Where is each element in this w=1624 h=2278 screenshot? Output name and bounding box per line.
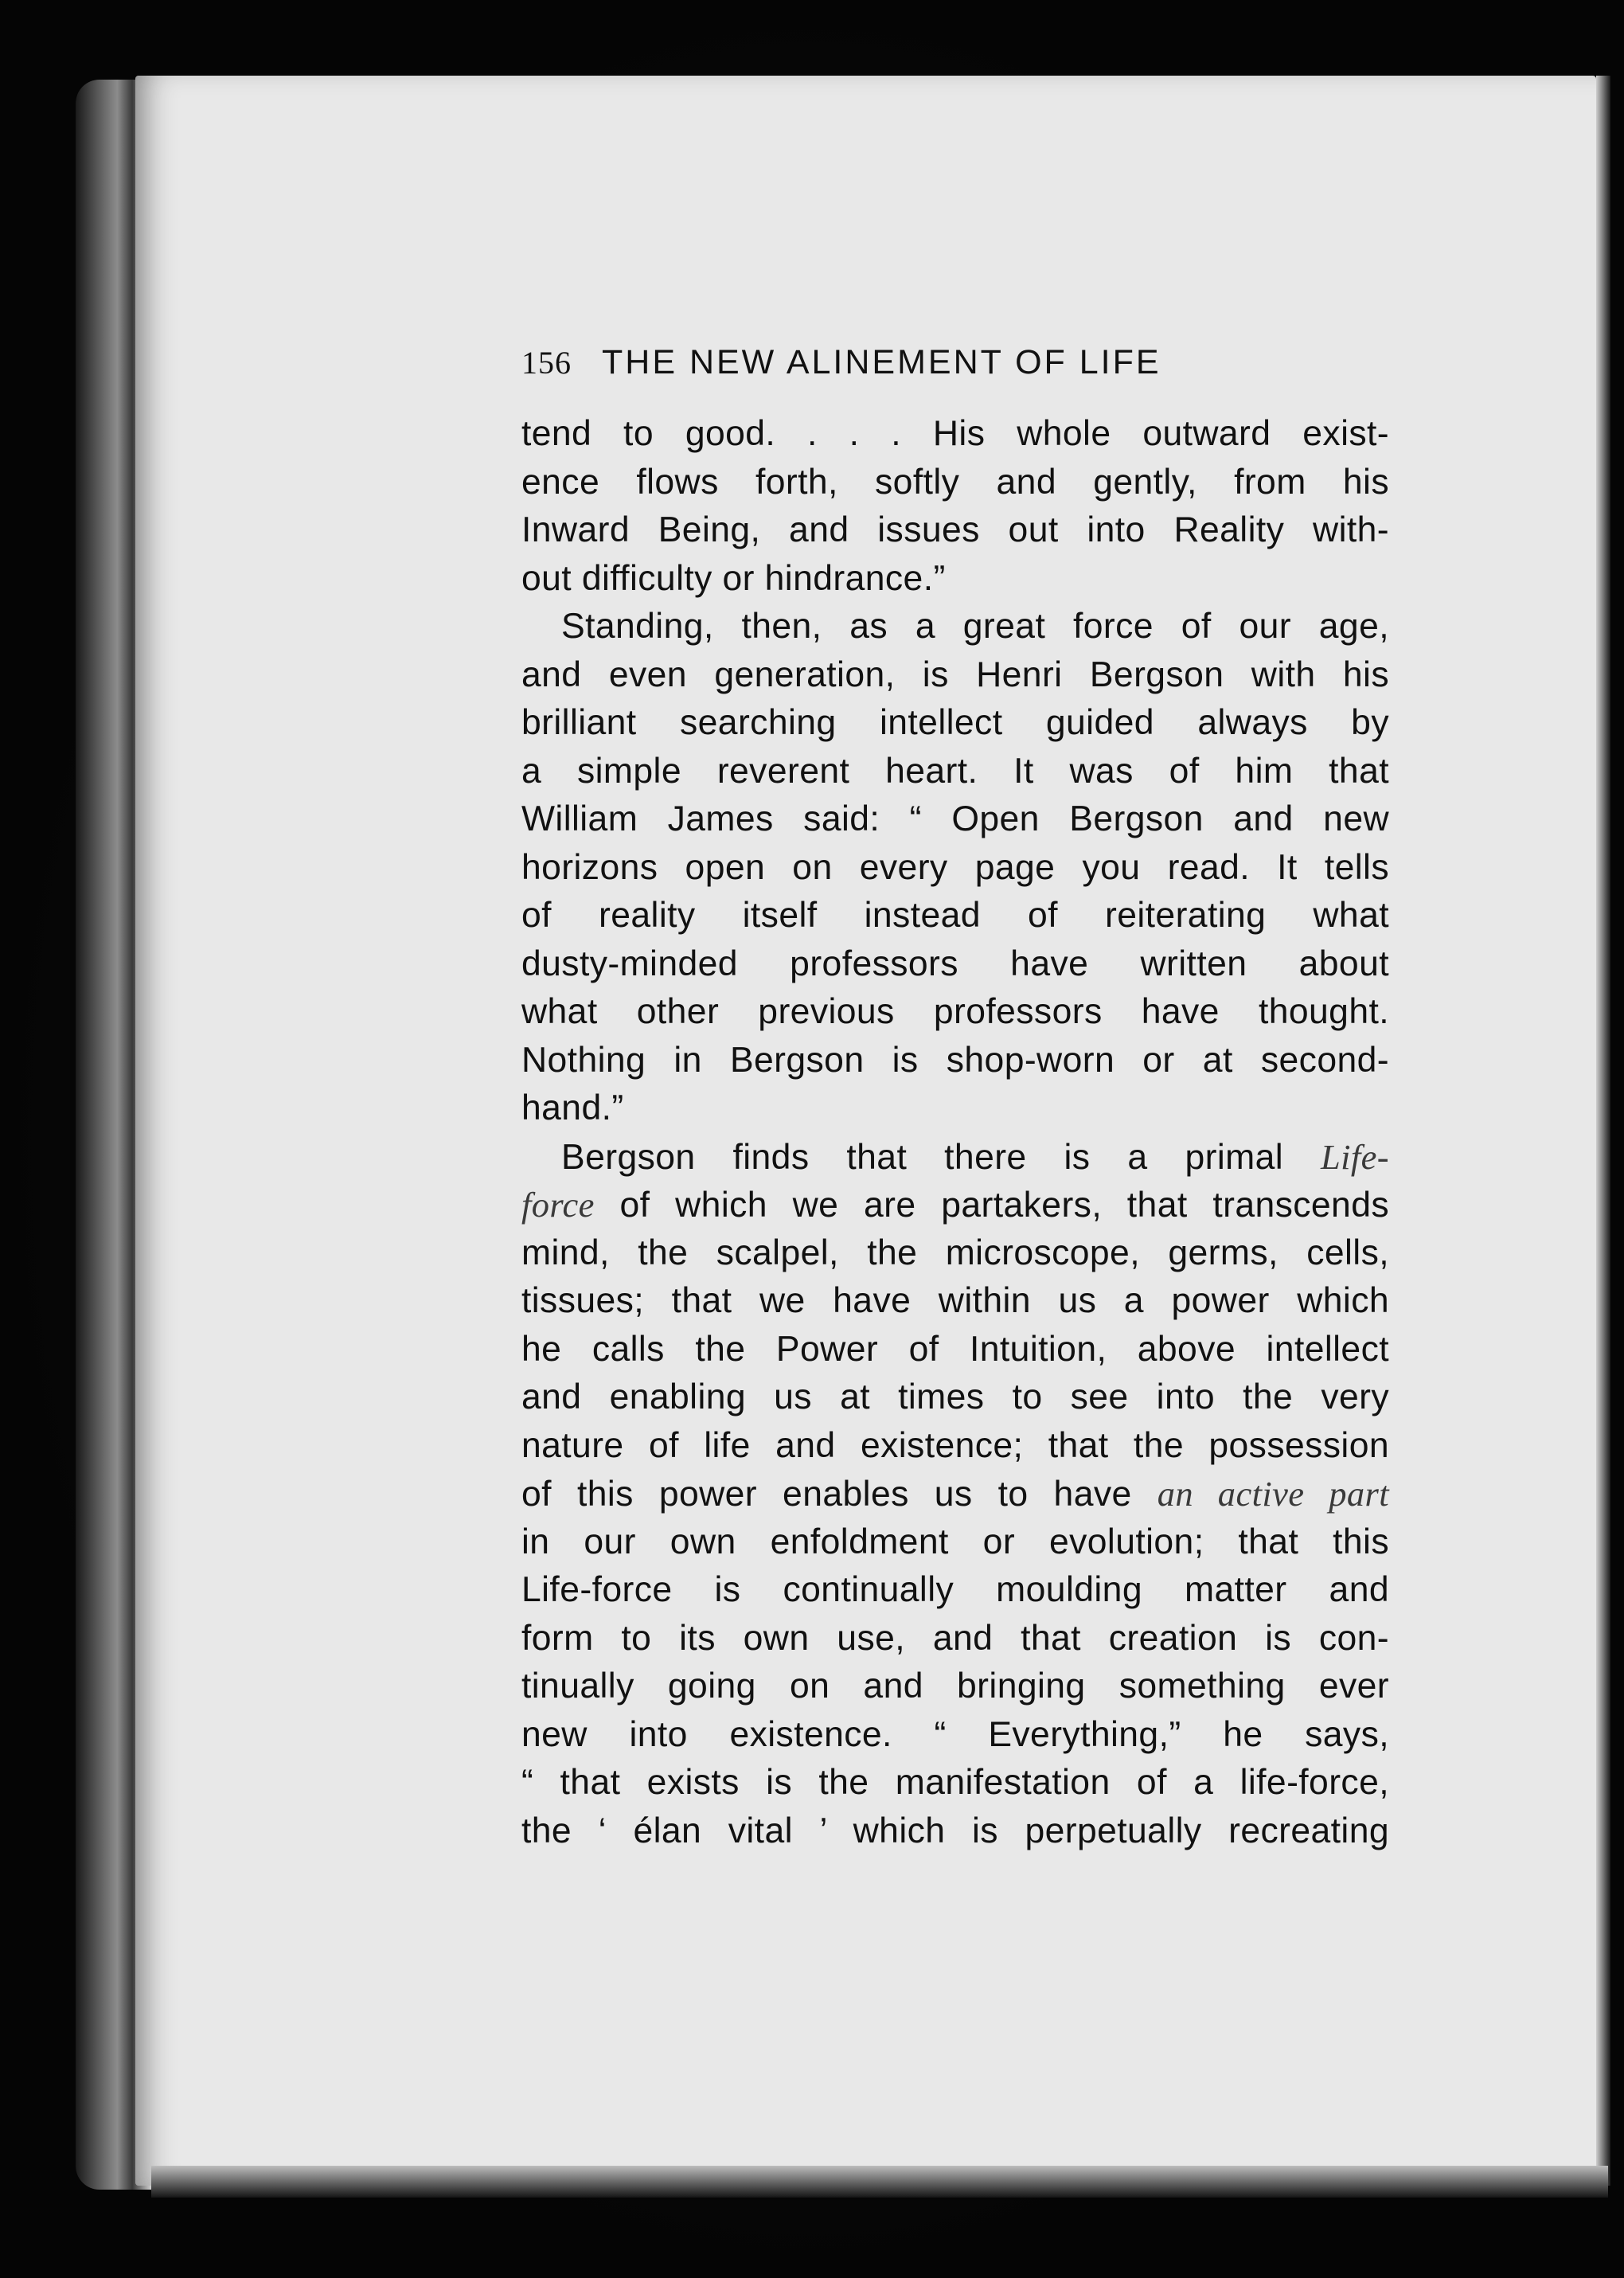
text-line: Inward Being, and issues out into Reality with- bbox=[521, 510, 1389, 549]
text-span: of which we are partakers, that transcends bbox=[619, 1186, 1390, 1225]
text-span: of this power enables us to have bbox=[521, 1475, 1132, 1514]
text-line: hand.” bbox=[521, 1088, 624, 1127]
text-line: Life-force is continually moulding matter and bbox=[521, 1570, 1389, 1609]
text-line: tissues; that we have within us a power which bbox=[521, 1281, 1389, 1320]
page-text-block bbox=[521, 334, 1389, 1855]
running-head bbox=[521, 334, 1389, 410]
text-line: the ‘ élan vital ’ which is perpetually recreating bbox=[521, 1811, 1389, 1850]
text-line: in our own enfoldment or evolution; that this bbox=[521, 1522, 1389, 1561]
paragraph-start-line: Standing, then, as a great force of our age, bbox=[561, 607, 1389, 646]
text-line: tinually going on and bringing something ever bbox=[521, 1666, 1389, 1706]
text-line: ence flows forth, softly and gently, from his bbox=[521, 462, 1389, 502]
page-edge-right bbox=[1596, 76, 1610, 2186]
text-line bbox=[521, 1181, 1389, 1229]
text-line: a simple reverent heart. It was of him that bbox=[521, 751, 1389, 791]
text-line: Nothing in Bergson is shop-worn or at second- bbox=[521, 1040, 1389, 1080]
page-number: 156 bbox=[521, 345, 572, 381]
text-span: Bergson finds that there is a primal bbox=[561, 1137, 1284, 1177]
text-line: new into existence. “ Everything,” he says, bbox=[521, 1714, 1389, 1754]
text-line: he calls the Power of Intuition, above intellect bbox=[521, 1329, 1389, 1369]
text-line: “ that exists is the manifestation of a life-force, bbox=[521, 1763, 1389, 1802]
running-title: THE NEW ALINEMENT OF LIFE bbox=[602, 343, 1161, 381]
text-line: and enabling us at times to see into the very bbox=[521, 1377, 1389, 1416]
text-line: horizons open on every page you read. It tells bbox=[521, 847, 1389, 887]
text-line bbox=[521, 1470, 1389, 1518]
text-line: and even generation, is Henri Bergson with his bbox=[521, 654, 1389, 694]
italic-text: an active part bbox=[1157, 1474, 1390, 1514]
page-edge-bottom bbox=[151, 2166, 1608, 2198]
text-line: dusty-minded professors have written about bbox=[521, 944, 1389, 983]
text-line: nature of life and existence; that the possession bbox=[521, 1425, 1389, 1465]
text-line: of reality itself instead of reiterating what bbox=[521, 896, 1389, 935]
text-line: brilliant searching intellect guided always by bbox=[521, 703, 1389, 742]
italic-text: Life- bbox=[1320, 1136, 1389, 1177]
text-line: mind, the scalpel, the microscope, germs, cells, bbox=[521, 1233, 1389, 1272]
italic-text: force bbox=[521, 1185, 595, 1225]
text-line: what other previous professors have thought. bbox=[521, 992, 1389, 1031]
text-line: William James said: “ Open Bergson and new bbox=[521, 799, 1389, 838]
text-line: out difficulty or hindrance.” bbox=[521, 558, 946, 598]
paragraph-start-line bbox=[521, 1133, 1389, 1182]
text-line: tend to good. . . . His whole outward exist- bbox=[521, 414, 1389, 453]
text-line: form to its own use, and that creation is con- bbox=[521, 1618, 1389, 1658]
